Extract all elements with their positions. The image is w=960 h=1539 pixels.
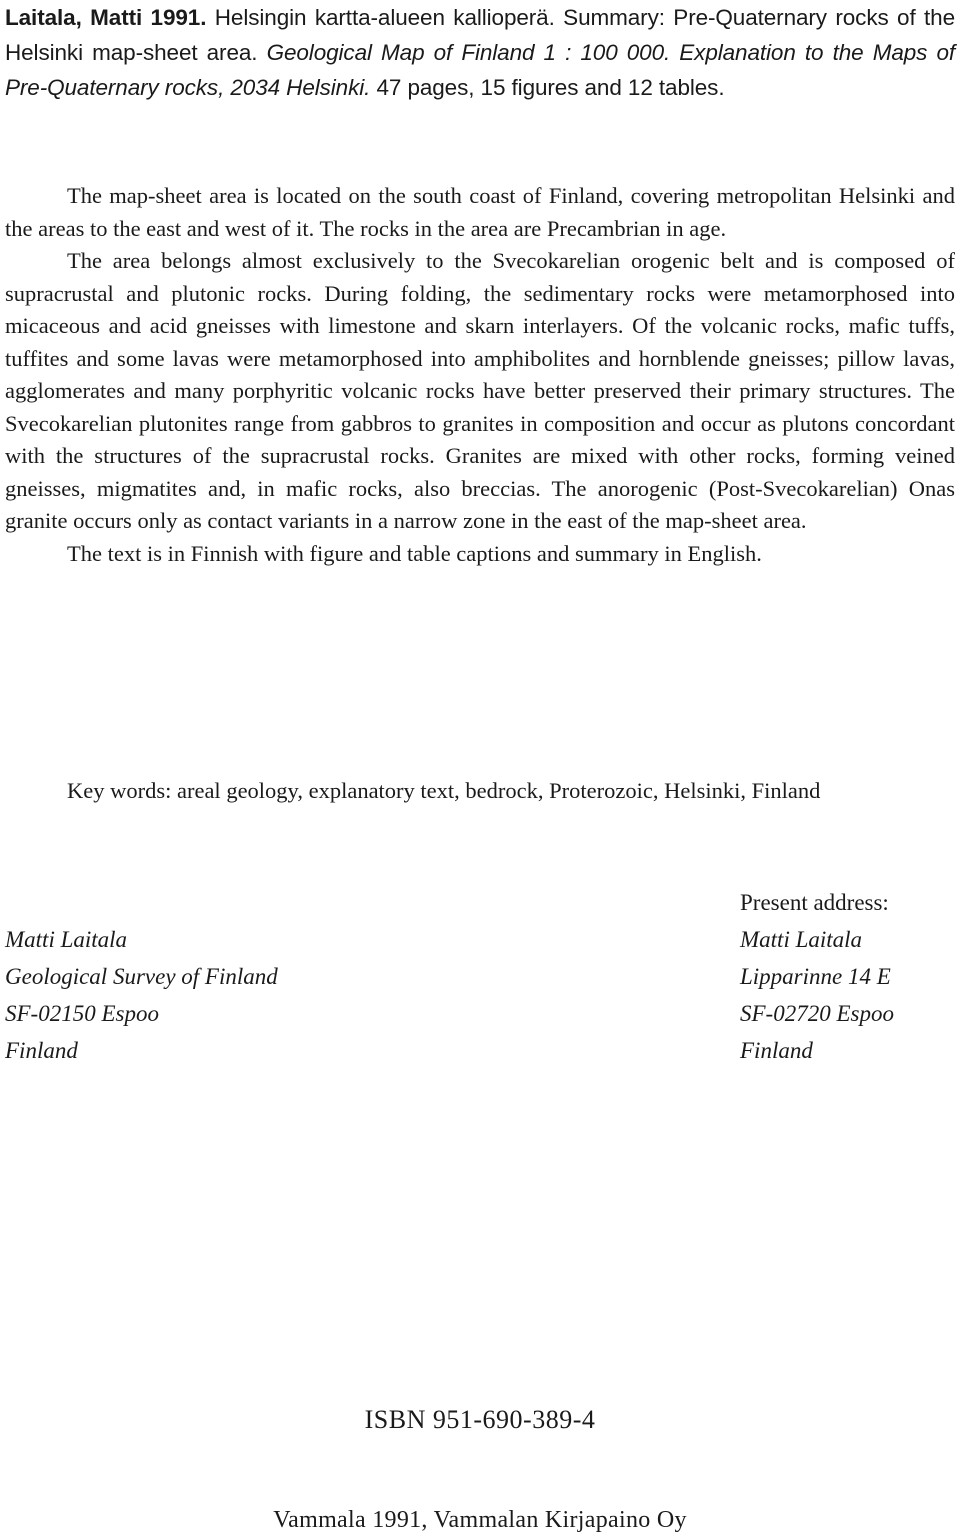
abstract-paragraph: The text is in Finnish with figure and table captions and summary in English. (67, 540, 762, 566)
abstract (5, 180, 955, 570)
citation-extent: 47 pages, 15 figures and 12 tables. (376, 75, 725, 100)
address-line: Geological Survey of Finland (5, 964, 278, 989)
address-line: SF-02150 Espoo (5, 1001, 159, 1026)
present-address-heading: Present address: (740, 890, 889, 915)
present-address (740, 884, 894, 1069)
citation-series: Geological Map of Finland 1 : 100 000. Explanation to the Maps of Pre-Quaternary rocks, 2034 Helsinki. (5, 40, 956, 100)
bibliographic-citation (5, 0, 955, 105)
address-line: Matti Laitala (5, 927, 128, 952)
keywords-block (5, 775, 955, 808)
address-line: Finland (740, 1038, 813, 1063)
abstract-paragraph: The map-sheet area is located on the south coast of Finland, covering metropolitan Helsinki and the areas to the east and west of it. The rocks in the area are Precambrian in age. (5, 183, 955, 241)
abstract-paragraph: The area belongs almost exclusively to the Svecokarelian orogenic belt and is composed of supracrustal and plutonic rocks. During folding, the sedimentary rocks were metamorphosed into micaceous and acid gneisses with limestone and skarn interlayers. Of the volcanic rocks, mafic tuffs, tuffites and some lavas were metamorphosed into amphibolites and hornblende gneisses; pillow lavas, agglomerates and many porphyritic volcanic rocks have better preserved their primary structures. The Svecokarelian plutonites range from gabbros to granites in composition and occur as plutons concordant with the structures of the supracrustal rocks. Granites are mixed with other rocks, forming veined gneisses, migmatites and, in mafic rocks, also breccias. The anorogenic (Post-Svecokarelian) Onas granite occurs only as contact variants in a narrow zone in the east of the map-sheet area. (5, 248, 955, 533)
address-line: Finland (5, 1038, 78, 1063)
keywords: Key words: areal geology, explanatory text, bedrock, Proterozoic, Helsinki, Finland (67, 778, 821, 803)
citation-author-year: Laitala, Matti 1991. (5, 5, 207, 30)
address-line: Lipparinne 14 E (740, 964, 891, 989)
address-line: SF-02720 Espoo (740, 1001, 894, 1026)
printer-imprint: Vammala 1991, Vammalan Kirjapaino Oy (273, 1507, 687, 1533)
author-address (5, 921, 278, 1069)
address-line: Matti Laitala (740, 927, 863, 952)
isbn: ISBN 951-690-389-4 (364, 1405, 596, 1434)
citation-title: Helsingin kartta-alueen kallioperä. Summary: Pre-Quaternary rocks of the Helsinki map-sheet area. (5, 5, 955, 65)
